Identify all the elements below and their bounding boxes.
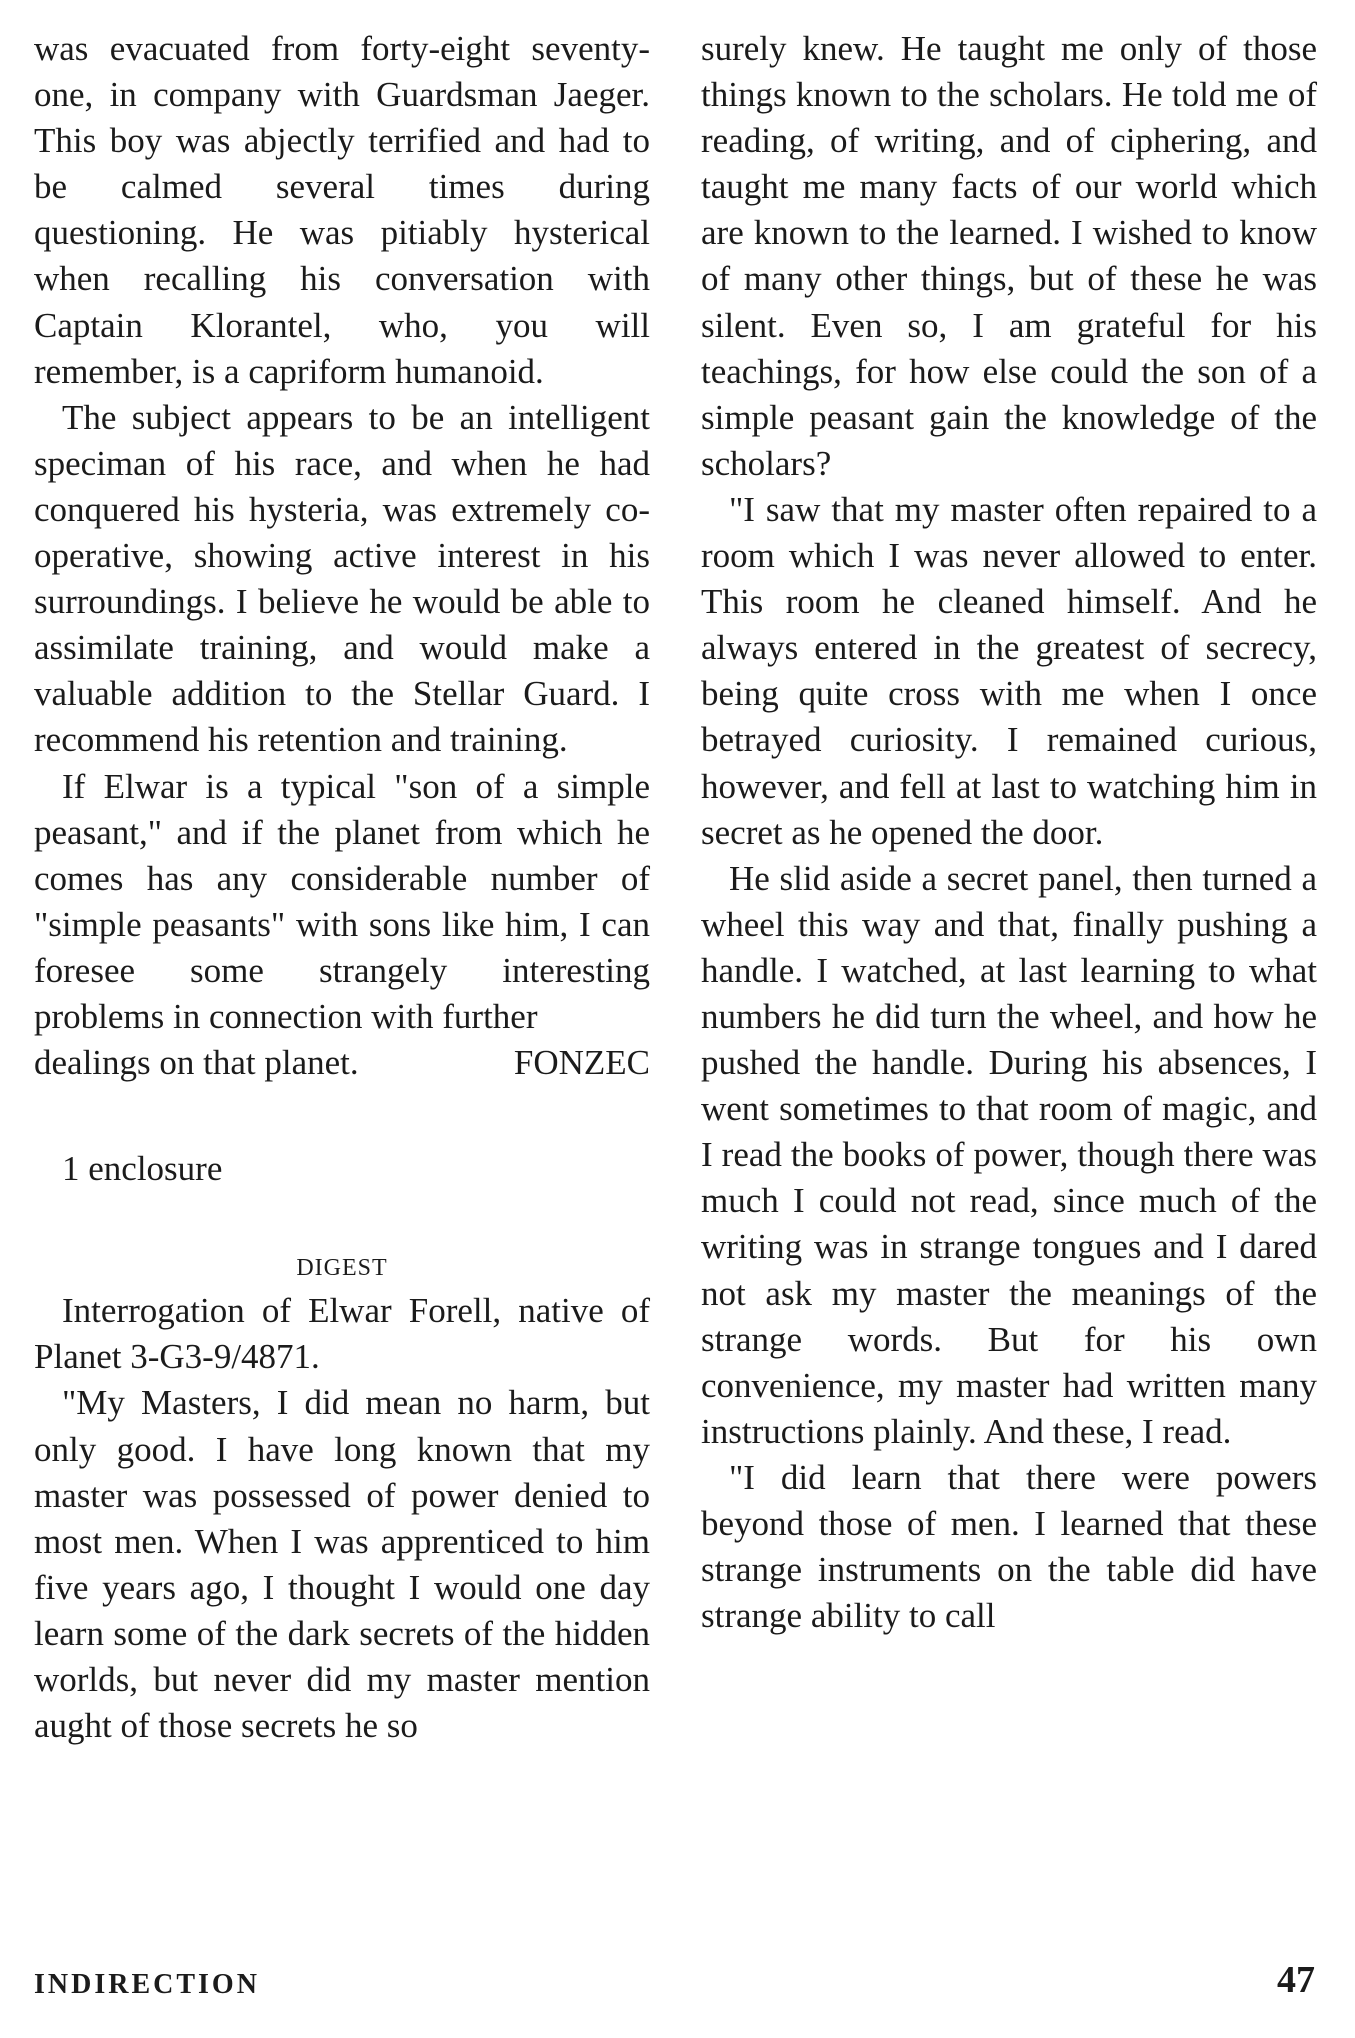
left-paragraph-5: "My Masters, I did mean no harm, but only good. I have long known that my master was possessed of power denied to most men. When I was apprenticed to him five years ago, I thought I would one day learn some of the dark secrets of the hidden worlds, but never did my master mention aught of those secrets he so bbox=[34, 1383, 650, 1746]
left-column bbox=[34, 26, 650, 1749]
signature: FONZEC bbox=[513, 1043, 650, 1083]
right-paragraph-4: "I did learn that there were powers beyond those of men. I learned that these strange instruments on the table did have strange ability to call bbox=[701, 1457, 1317, 1636]
page-number: 47 bbox=[1277, 1959, 1315, 2001]
right-paragraph-1: surely knew. He taught me only of those things known to the scholars. He told me of reading, of writing, and of ciphering, and taught me many facts of our world which are known to the learned. I wished to know of many other things, but of these he was silent. Even so, I am grateful for his teachings, for how else could the son of a simple peasant gain the knowledge of the scholars? bbox=[701, 29, 1317, 483]
left-paragraph-2: The subject appears to be an intelligent speciman of his race, and when he had conquered his hysteria, was extremely co-operative, showing active interest in his surroundings. I believe he would be able to assimilate training, and would make a valuable addition to the Stellar Guard. I recommend his retention and training. bbox=[34, 397, 650, 760]
left-paragraph-3-end: dealings on that planet. bbox=[34, 1043, 359, 1083]
signature-line bbox=[34, 1040, 650, 1086]
right-paragraph-3: He slid aside a secret panel, then turned a wheel this way and that, finally pushing a handle. I watched, at last learning to what numbers he did turn the wheel, and how he pushed the handle. During his absences, I went sometimes to that room of magic, and I read the books of power, though there was much I could not read, since much of the writing was in strange tongues and I dared not ask my master the meanings of the strange words. But for his own convenience, my master had written many instructions plainly. And these, I read. bbox=[701, 858, 1317, 1451]
left-paragraph-3: If Elwar is a typical "son of a simple peasant," and if the planet from which he comes has any considerable number of "simple peasants" with sons like him, I can foresee some strangely interesting problems in connection with further bbox=[34, 766, 650, 1036]
left-paragraph-1: was evacuated from forty-eight seventy-one, in company with Guardsman Jaeger. This boy was abjectly terrified and had to be calmed several times during questioning. He was pitiably hysterical when recalling his conversation with Captain Klorantel, who, you will remember, is a capriform humanoid. bbox=[34, 29, 650, 391]
right-paragraph-2: "I saw that my master often repaired to a room which I was never allowed to enter. This room he cleaned himself. And he always entered in the greatest of secrecy, being quite cross with me when I once betrayed curiosity. I remained curious, however, and fell at last to watching him in secret as he opened the door. bbox=[701, 489, 1317, 852]
left-paragraph-4: Interrogation of Elwar Forell, native of Planet 3-G3-9/4871. bbox=[34, 1291, 650, 1377]
digest-heading: DIGEST bbox=[296, 1255, 388, 1282]
running-title: INDIRECTION bbox=[34, 1969, 260, 2000]
right-column bbox=[701, 26, 1317, 1639]
enclosure-note: 1 enclosure bbox=[62, 1149, 223, 1189]
